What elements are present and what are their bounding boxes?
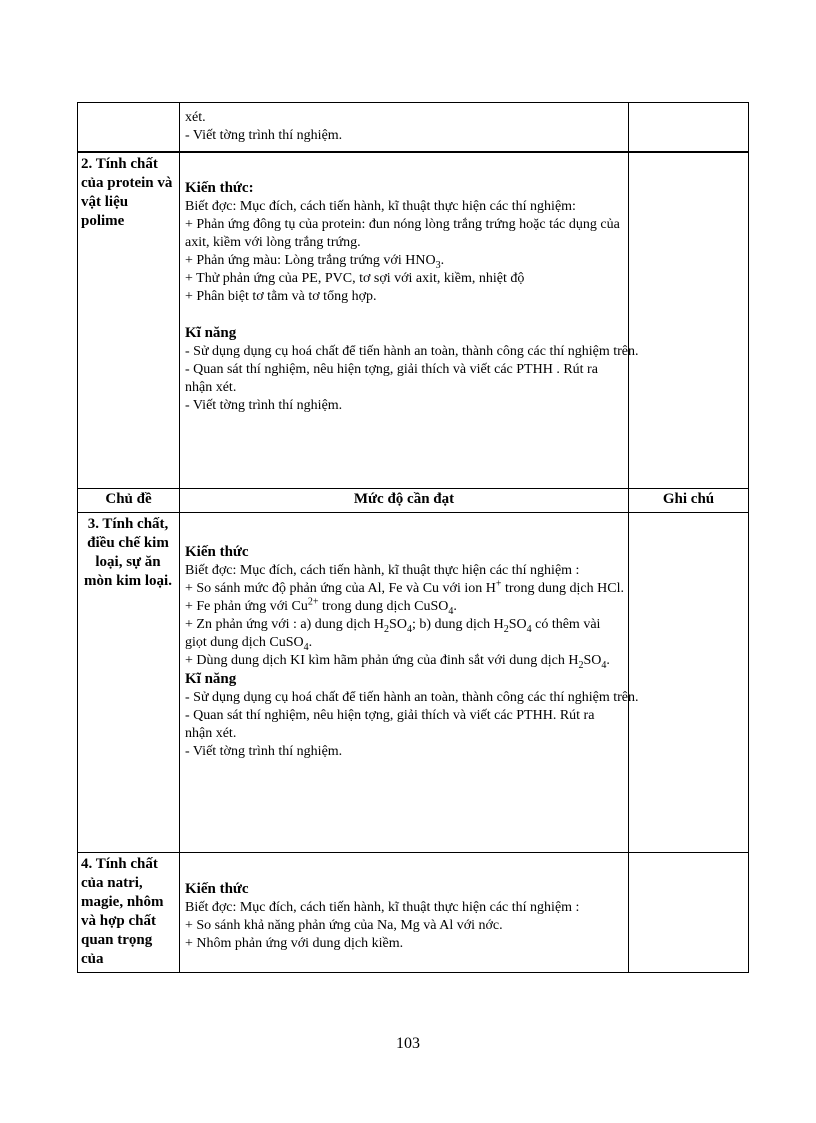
text-line: + So sánh khả năng phản ứng của Na, Mg và Al với nớc.: [185, 918, 503, 933]
text-line: + Nhôm phản ứng với dung dịch kiềm.: [185, 936, 404, 951]
page-number: 103: [396, 1035, 420, 1052]
header-level: Mức độ cần đạt: [180, 489, 629, 513]
text-line: - Sử dụng dụng cụ hoá chất để tiến hành an toàn, thành công các thí nghiệm trên.: [185, 343, 639, 359]
text-line: - Viết tờng trình thí nghiệm.: [185, 397, 343, 413]
text-fragment: trong dung dịch HCl.: [501, 581, 624, 596]
section-heading: Kĩ năng: [185, 671, 237, 687]
content-table: [77, 102, 749, 973]
topic-cell: [78, 853, 180, 973]
table-row: [78, 152, 749, 489]
topic-title: 4. Tính chất của natri, magie, nhôm và hợp chất quan trọng của: [81, 856, 164, 967]
text-line: [185, 580, 624, 598]
content-cell: [180, 103, 629, 152]
text-line: + Dùng dung dịch KI kìm hãm phản ứng của đinh sắt với dung dịch $H_2SO_4$.: [185, 653, 610, 671]
table-row: [78, 103, 749, 152]
note-cell: [629, 513, 749, 853]
content-cell: [180, 152, 639, 489]
text-fragment: có thêm vài giọt dung dịch CuSO: [185, 617, 601, 650]
topic-title: 3. Tính chất, điều chế kim loại, sự ăn mòn kim loại.: [84, 516, 172, 589]
text-line: + Fe phản ứng với $Cu^{2+}$ trong dung dịch CuSO$_4$.: [185, 596, 457, 617]
superscript: +: [495, 578, 502, 590]
text-line: + Phản ứng đông tụ của protein: đun nóng lòng trắng trứng hoặc tác dụng của axit, kiềm với lòng trắng trứng.: [185, 216, 620, 250]
topic-title: 2. Tính chất của protein và vật liệu polime: [81, 155, 173, 229]
text-fragment: SO: [508, 617, 527, 632]
header-note: Ghi chú: [629, 489, 749, 513]
topic-cell: [78, 103, 180, 152]
text-line: - Sử dụng dụng cụ hoá chất để tiến hành an toàn, thành công các thí nghiệm trên.: [185, 690, 639, 705]
text-line: - Quan sát thí nghiệm, nêu hiện tợng, giải thích và viết các PTHH. Rút ra nhận xét.: [185, 708, 595, 741]
note-cell: [629, 103, 749, 152]
subscript: 2: [384, 623, 390, 635]
topic-cell: [78, 513, 180, 853]
content-cell: [180, 513, 639, 853]
note-cell: [629, 853, 749, 973]
subscript: 4: [448, 605, 454, 617]
section-heading: Kiến thức:: [185, 179, 254, 196]
note-cell: [629, 152, 749, 489]
text-line: Biết đợc: Mục đích, cách tiến hành, kĩ thuật thực hiện các thí nghiệm :: [185, 900, 580, 915]
content-cell: [180, 853, 629, 973]
text-fragment: + Phản ứng màu: Lòng trắng trứng với HNO: [185, 252, 436, 268]
text-fragment: + Fe phản ứng với Cu: [185, 599, 308, 614]
subscript: 3: [435, 259, 441, 271]
text-line: + Thử phản ứng của PE, PVC, tơ sợi với axit, kiềm, nhiệt độ: [185, 270, 525, 286]
section-heading: Kiến thức: [185, 544, 249, 560]
text-line: + Phản ứng màu: Lòng trắng trứng với $HNO_3$.: [185, 252, 445, 271]
header-row: [78, 489, 749, 513]
text-fragment: ; b) dung dịch H: [411, 617, 504, 632]
section-heading: Kiến thức: [185, 881, 249, 897]
text-line: + Zn phản ứng với : a) dung dịch $H_2SO_4$; b) dung dịch $H_2SO_4$ có thêm vài giọt dung dịch CuSO$_4$.: [185, 617, 601, 653]
subscript: 4: [303, 641, 309, 653]
text-line: Biết đợc: Mục đích, cách tiến hành, kĩ thuật thực hiện các thí nghiệm :: [185, 563, 580, 578]
superscript: 2+: [307, 596, 319, 608]
text-fragment: + Zn phản ứng với : a) dung dịch H: [185, 617, 385, 632]
subscript: 4: [526, 623, 532, 635]
text-fragment: trong dung dịch CuSO: [318, 599, 449, 614]
subscript: 2: [503, 623, 509, 635]
text-line: - Quan sát thí nghiệm, nêu hiện tợng, giải thích và viết các PTHH . Rút ra nhận xét.: [185, 361, 598, 395]
text-fragment: SO: [583, 653, 602, 668]
table-row: [78, 853, 749, 973]
table-row: [78, 513, 749, 853]
text-line: Biết đợc: Mục đích, cách tiến hành, kĩ thuật thực hiện các thí nghiệm:: [185, 198, 576, 214]
text-line: xét.: [185, 110, 206, 125]
topic-cell: [78, 152, 180, 489]
text-fragment: + So sánh mức độ phản ứng của Al, Fe và Cu với ion H: [185, 581, 496, 596]
subscript: 2: [578, 659, 584, 671]
section-heading: Kĩ năng: [185, 324, 237, 341]
text-line: - Viết tờng trình thí nghiệm.: [185, 744, 343, 759]
subscript: 4: [406, 623, 412, 635]
header-topic: Chủ đề: [78, 489, 180, 513]
text-line: + Phân biệt tơ tằm và tơ tổng hợp.: [185, 288, 377, 304]
text-fragment: + Dùng dung dịch KI kìm hãm phản ứng của đinh sắt với dung dịch H: [185, 653, 579, 668]
text-line: - Viết tờng trình thí nghiệm.: [185, 128, 343, 143]
subscript: 4: [601, 659, 607, 671]
text-fragment: SO: [389, 617, 407, 632]
